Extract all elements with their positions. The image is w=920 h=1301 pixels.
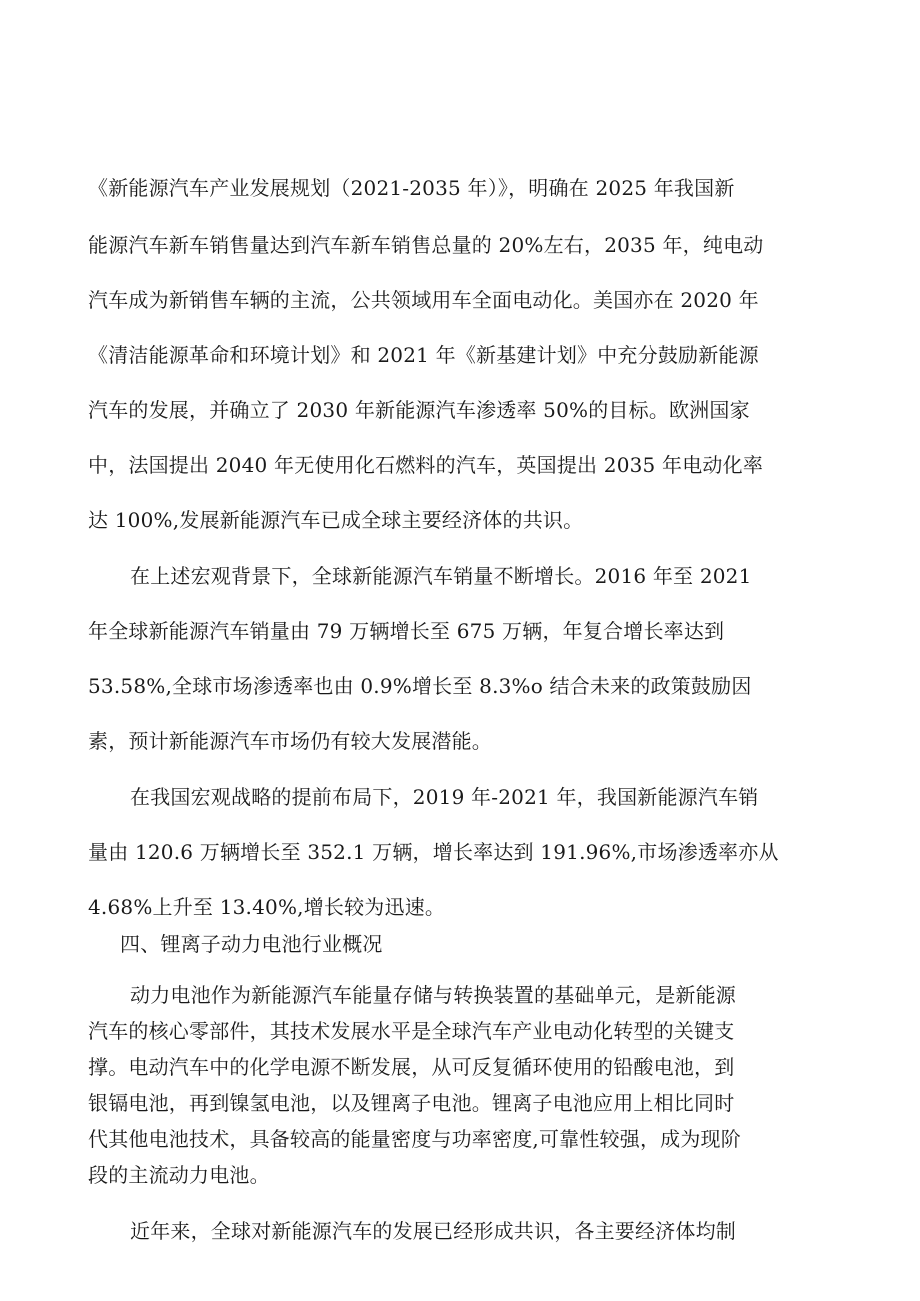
paragraph-line: 达 100%,发展新能源汽车已成全球主要经济体的共识。 <box>88 508 584 532</box>
paragraph-line: 《清洁能源革命和环境计划》和 2021 年《新基建计划》中充分鼓励新能源 <box>88 343 759 367</box>
paragraph-line: 在上述宏观背景下，全球新能源汽车销量不断增长。2016 年至 2021 <box>130 564 752 588</box>
paragraph-line: 《新能源汽车产业发展规划（2021-2035 年）》，明确在 2025 年我国新 <box>88 176 735 200</box>
paragraph-line: 银镉电池，再到镍氢电池，以及锂离子电池。锂离子电池应用上相比同时 <box>88 1091 735 1115</box>
paragraph-line: 量由 120.6 万辆增长至 352.1 万辆，增长率达到 191.96%,市场渗透率亦从 <box>88 840 779 864</box>
paragraph-line: 在我国宏观战略的提前布局下，2019 年-2021 年，我国新能源汽车销 <box>130 785 759 809</box>
paragraph-line: 能源汽车新车销售量达到汽车新车销售总量的 20%左右，2035 年，纯电动 <box>88 233 764 257</box>
paragraph-line: 年全球新能源汽车销量由 79 万辆增长至 675 万辆，年复合增长率达到 <box>88 619 725 643</box>
paragraph-line: 53.58%,全球市场渗透率也由 0.9%增长至 8.3%o 结合未来的政策鼓励因 <box>88 674 752 698</box>
paragraph-line: 动力电池作为新能源汽车能量存储与转换装置的基础单元，是新能源 <box>130 983 736 1007</box>
paragraph-line: 素，预计新能源汽车市场仍有较大发展潜能。 <box>88 729 492 753</box>
paragraph-line: 段的主流动力电池。 <box>88 1163 270 1187</box>
paragraph-line: 汽车成为新销售车辆的主流，公共领域用车全面电动化。美国亦在 2020 年 <box>88 288 759 312</box>
paragraph-line: 代其他电池技术，具备较高的能量密度与功率密度,可靠性较强，成为现阶 <box>88 1127 741 1151</box>
paragraph-line: 近年来，全球对新能源汽车的发展已经形成共识，各主要经济体均制 <box>130 1219 736 1243</box>
paragraph-line: 中，法国提出 2040 年无使用化石燃料的汽车，英国提出 2035 年电动化率 <box>88 453 764 477</box>
section-heading: 四、锂离子动力电池行业概况 <box>120 932 383 956</box>
paragraph-line: 撑。电动汽车中的化学电源不断发展，从可反复循环使用的铅酸电池，到 <box>88 1055 735 1079</box>
paragraph-line: 汽车的核心零部件，其技术发展水平是全球汽车产业电动化转型的关键支 <box>88 1019 735 1043</box>
paragraph-line: 4.68%上升至 13.40%,增长较为迅速。 <box>88 895 446 919</box>
paragraph-line: 汽车的发展，并确立了 2030 年新能源汽车渗透率 50%的目标。欧洲国家 <box>88 398 750 422</box>
